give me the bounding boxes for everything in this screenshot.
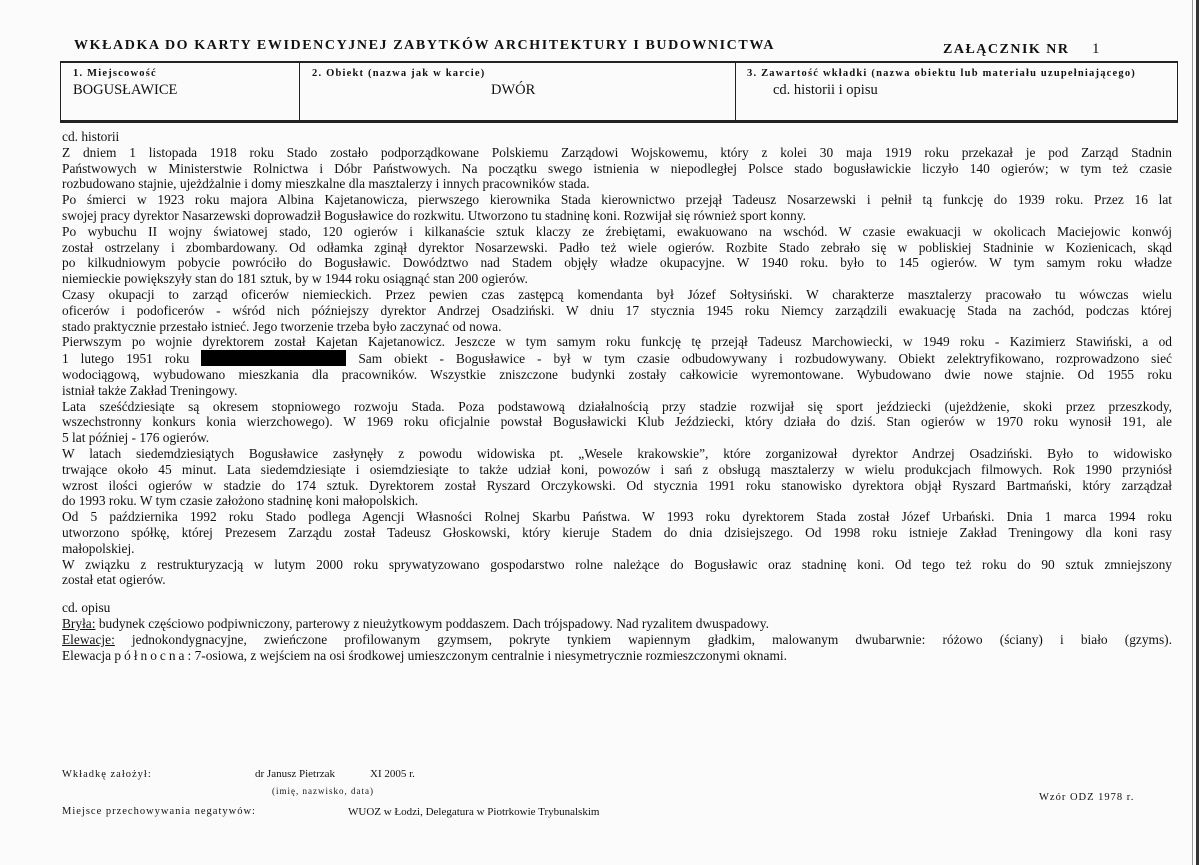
text-line: Państwowych w Ministerstwie Rolnictwa i Dóbr Państwowych. Na początku swego istnienia w niepodległej Polsce stado bogusławickie liczyło 140 ogierów; w tym też czasie [62,160,1172,176]
author-date: XI 2005 r. [370,768,415,780]
paragraph-5 [62,334,1172,398]
history-heading: cd. historii [62,129,120,144]
text-line: małopolskiej. [62,540,135,556]
text-line: swojej pracy dyrektor Nasarzewski doprowadził Bogusławice do rozkwitu. Utworzono tu stadninę koni. Rozwijał się również sport konny. [62,207,806,223]
text-line: wodociągową, wybudowano mieszkania dla pracowników. Wszystkie zniszczone budynki zostały całkowicie wyremontowane. Wybudowano dwie nowe stajnie. Od 1955 roku [62,366,1172,382]
locality-value: BOGUSŁAWICE [73,82,178,98]
annex-label: ZAŁĄCZNIK NR [943,42,1070,57]
bryla-paragraph [62,616,1172,632]
paragraph-7 [62,446,1172,509]
text-fragment: 1 lutego 1951 roku [62,351,190,367]
paragraph-1 [62,145,1172,192]
text-line: został etat ogierów. [62,572,166,588]
elewacja-text: : 7-osiowa, z wejściem na osi środkowej umieszczonym centralnie i niesymetrycznie rozmieszczonymi oknami. [187,647,787,663]
annex-number: 1 [1092,41,1100,57]
text-line: stado praktycznie przestało istnieć. Jego tworzenie trzeba było zaczynać od nowa. [62,318,502,334]
contents-cell [736,63,1177,120]
document-body [62,129,1172,663]
text-line: istniał także Zakład Treningowy. [62,382,238,398]
elewacja-prefix: Elewacja [62,647,115,663]
text-line: W latach siedemdziesiątych Bogusławice zasłynęły z powodu widowiska pt. „Wesele krakowskie”, które zorganizował dyrektor Andrzej Osadziński. Było to widowisko [62,445,1172,461]
text-line: Czasy okupacji to zarząd oficerów niemieckich. Przez pewien czas zastępcą komendanta był Józef Sołtysiński. W charakterze masztalerzy pracowało tu wówczas wielu [62,286,1172,302]
text-fragment: Sam obiekt - Bogusławice - był w tym czasie odbudowywany i rozbudowywany. Obiekt zelektryfikowano, rozprowadzono sieć [358,351,1172,367]
paragraph-4 [62,287,1172,334]
section-gap [62,588,1172,600]
text-line: wszechstronny konkurs konia wierzchowego). W 1969 roku oficjalnie powstał Bogusławicki Klub Jeździecki, który działa do dziś. Stan ogierów w 1970 roku wynosił 191, ale [62,414,1172,430]
elewacja-direction: północna [114,647,188,663]
negatives-label: Miejsce przechowywania negatywów: [62,806,256,817]
text-line [62,632,1172,648]
text-line: rozbudowano stajnie, ujeżdżalnie i domy mieszkalne dla masztalerzy i innych pracowników stada. [62,176,590,192]
paragraph-3 [62,224,1172,287]
locality-cell [61,63,300,120]
elewacje-text: jednokondygnacyjne, zwieńczone profilowanym gzymsem, pokryte tynkiem wapiennym gładkim, malowanym dwubarwnie: różowo (ściany) i biało (gzyms). [114,631,1172,647]
form-id: Wzór ODZ 1978 r. [1039,792,1135,803]
paragraph-8 [62,509,1172,556]
text-line: został ostrzelany i zbombardowany. Od odłamka zginął dyrektor Nosarzewski. Padło też wiele ogierów. Rozbite Stado zebrało się w pobliskiej Stadninie w Kozienicach, skąd [62,239,1172,255]
text-line: wzrost ilości ogierów w stadzie do 174 sztuk. Dyrektorem został Ryszard Orczykowski. Od stycznia 1991 roku stanowisko dyrektora objął Ryszard Bartmański, który zarządzał [62,477,1172,493]
paragraph-2 [62,192,1172,224]
text-line: W związku z restrukturyzacją w lutym 2000 roku sprywatyzowano gospodarstwo rolne należące do Bogusławic oraz stadninę koni. Od tego też roku do 90 sztuk zmniejszony [62,556,1172,572]
scan-edge-line [1192,0,1193,865]
header-fields-box [60,61,1178,123]
text-line [62,648,1172,664]
redaction-bar [201,350,346,366]
contents-label: 3. Zawartość wkładki (nazwa obiektu lub materiału uzupełniającego) [747,68,1136,79]
negatives-value: WUOZ w Łodzi, Delegatura w Piotrkowie Trybunalskim [348,806,600,818]
elewacje-label: Elewacje: [62,631,115,647]
elewacje-paragraph [62,632,1172,664]
text-line: utworzono spółkę, której Prezesem Zarządu został Tadeusz Głoskowski, który kieruje Stadem do dnia dzisiejszego. Od 1998 roku istnieje Zakład Treningowy dla koni rasy [62,524,1172,540]
text-line: Pierwszym po wojnie dyrektorem został Kajetan Kajetanowicz. Jeszcze w tym samym roku funkcję tę przejął Tadeusz Marchowiecki, w 1949 roku - Kazimierz Stawiński, a od [62,334,1172,350]
object-label: 2. Obiekt (nazwa jak w karcie) [312,68,486,79]
description-heading: cd. opisu [62,600,111,616]
document-title: WKŁADKA DO KARTY EWIDENCYJNEJ ZABYTKÓW ARCHITEKTURY I BUDOWNICTWA [74,38,776,53]
bryla-label: Bryła: [62,615,96,631]
text-line: Z dniem 1 listopada 1918 roku Stado zostało podporządkowane Polskiemu Zarządowi Wojskowemu, który z kolei 30 maja 1919 roku przekazał je pod Zarząd Stadnin [62,144,1172,160]
contents-value: cd. historii i opisu [773,82,878,98]
text-line: trwające około 45 minut. Lata siedemdziesiąte i osiemdziesiąte to także udział koni, powozów i sań z obsługą masztalerzy w wielu produkcjach filmowych. Rok 1990 przyniósł [62,461,1172,477]
text-line: Po wybuchu II wojny światowej stado, 120 ogierów i kilkanaście sztuk klaczy ze źrebiętami, ewakuowano na wschód. W czasie ewakuacji w okolicach Maciejowic konwój [62,223,1172,239]
bryla-text: budynek częściowo podpiwniczony, parterowy z nieużytkowym poddaszem. Dach trójspadowy. Nad ryzalitem dwuspadowy. [95,615,769,631]
text-line: oficerów i podoficerów - wśród nich późniejszy dyrektor Andrzej Osadziński. W dniu 17 stycznia 1945 roku Niemcy zarządzili ewakuację Stada na zachód, podczas której [62,302,1172,318]
text-line: 5 lat później - 176 ogierów. [62,430,210,446]
author-hint: (imię, nazwisko, data) [272,786,374,796]
text-line-with-redaction [62,350,1172,367]
text-line: Lata sześćdziesiąte są okresem stopniowego rozwoju Stada. Poza podstawową działalnością przy stadzie rozwijał się sport jeździecki (ujeżdżenie, skoki przez przeszkody, [62,398,1172,414]
paragraph-9 [62,557,1172,589]
text-line: po kilkudniowym pobycie powróciło do Bogusławic. Dowództwo nad Stadem objęły władze okupacyjne. W 1940 roku. było to 145 ogierów. W tym samym roku władze [62,255,1172,271]
text-line: do 1993 roku. W tym czasie założono stadninę koni małopolskich. [62,493,419,509]
text-line: Po śmierci w 1923 roku majora Albina Kajetanowicza, pierwszego kierownika Stada kierownictwo przejął Tadeusz Nosarzewski i pełnił tą funkcję do 1939 roku. Przez 16 lat [62,192,1172,208]
paragraph-6 [62,399,1172,446]
text-line: Od 5 października 1992 roku Stado podlega Agencji Własności Rolnej Skarbu Państwa. W 1993 roku dyrektorem Stada został Józef Urbański. Dnia 1 marca 1994 roku [62,509,1172,525]
created-by-label: Wkładkę założył: [62,769,152,780]
locality-label: 1. Miejscowość [73,68,157,79]
author-name: dr Janusz Pietrzak [255,768,336,780]
text-line: niemieckie powiększyły stan do 181 sztuk, by w 1944 roku osiągnąć stan 200 ogierów. [62,271,528,287]
object-cell [300,63,736,120]
object-value: DWÓR [491,82,536,98]
